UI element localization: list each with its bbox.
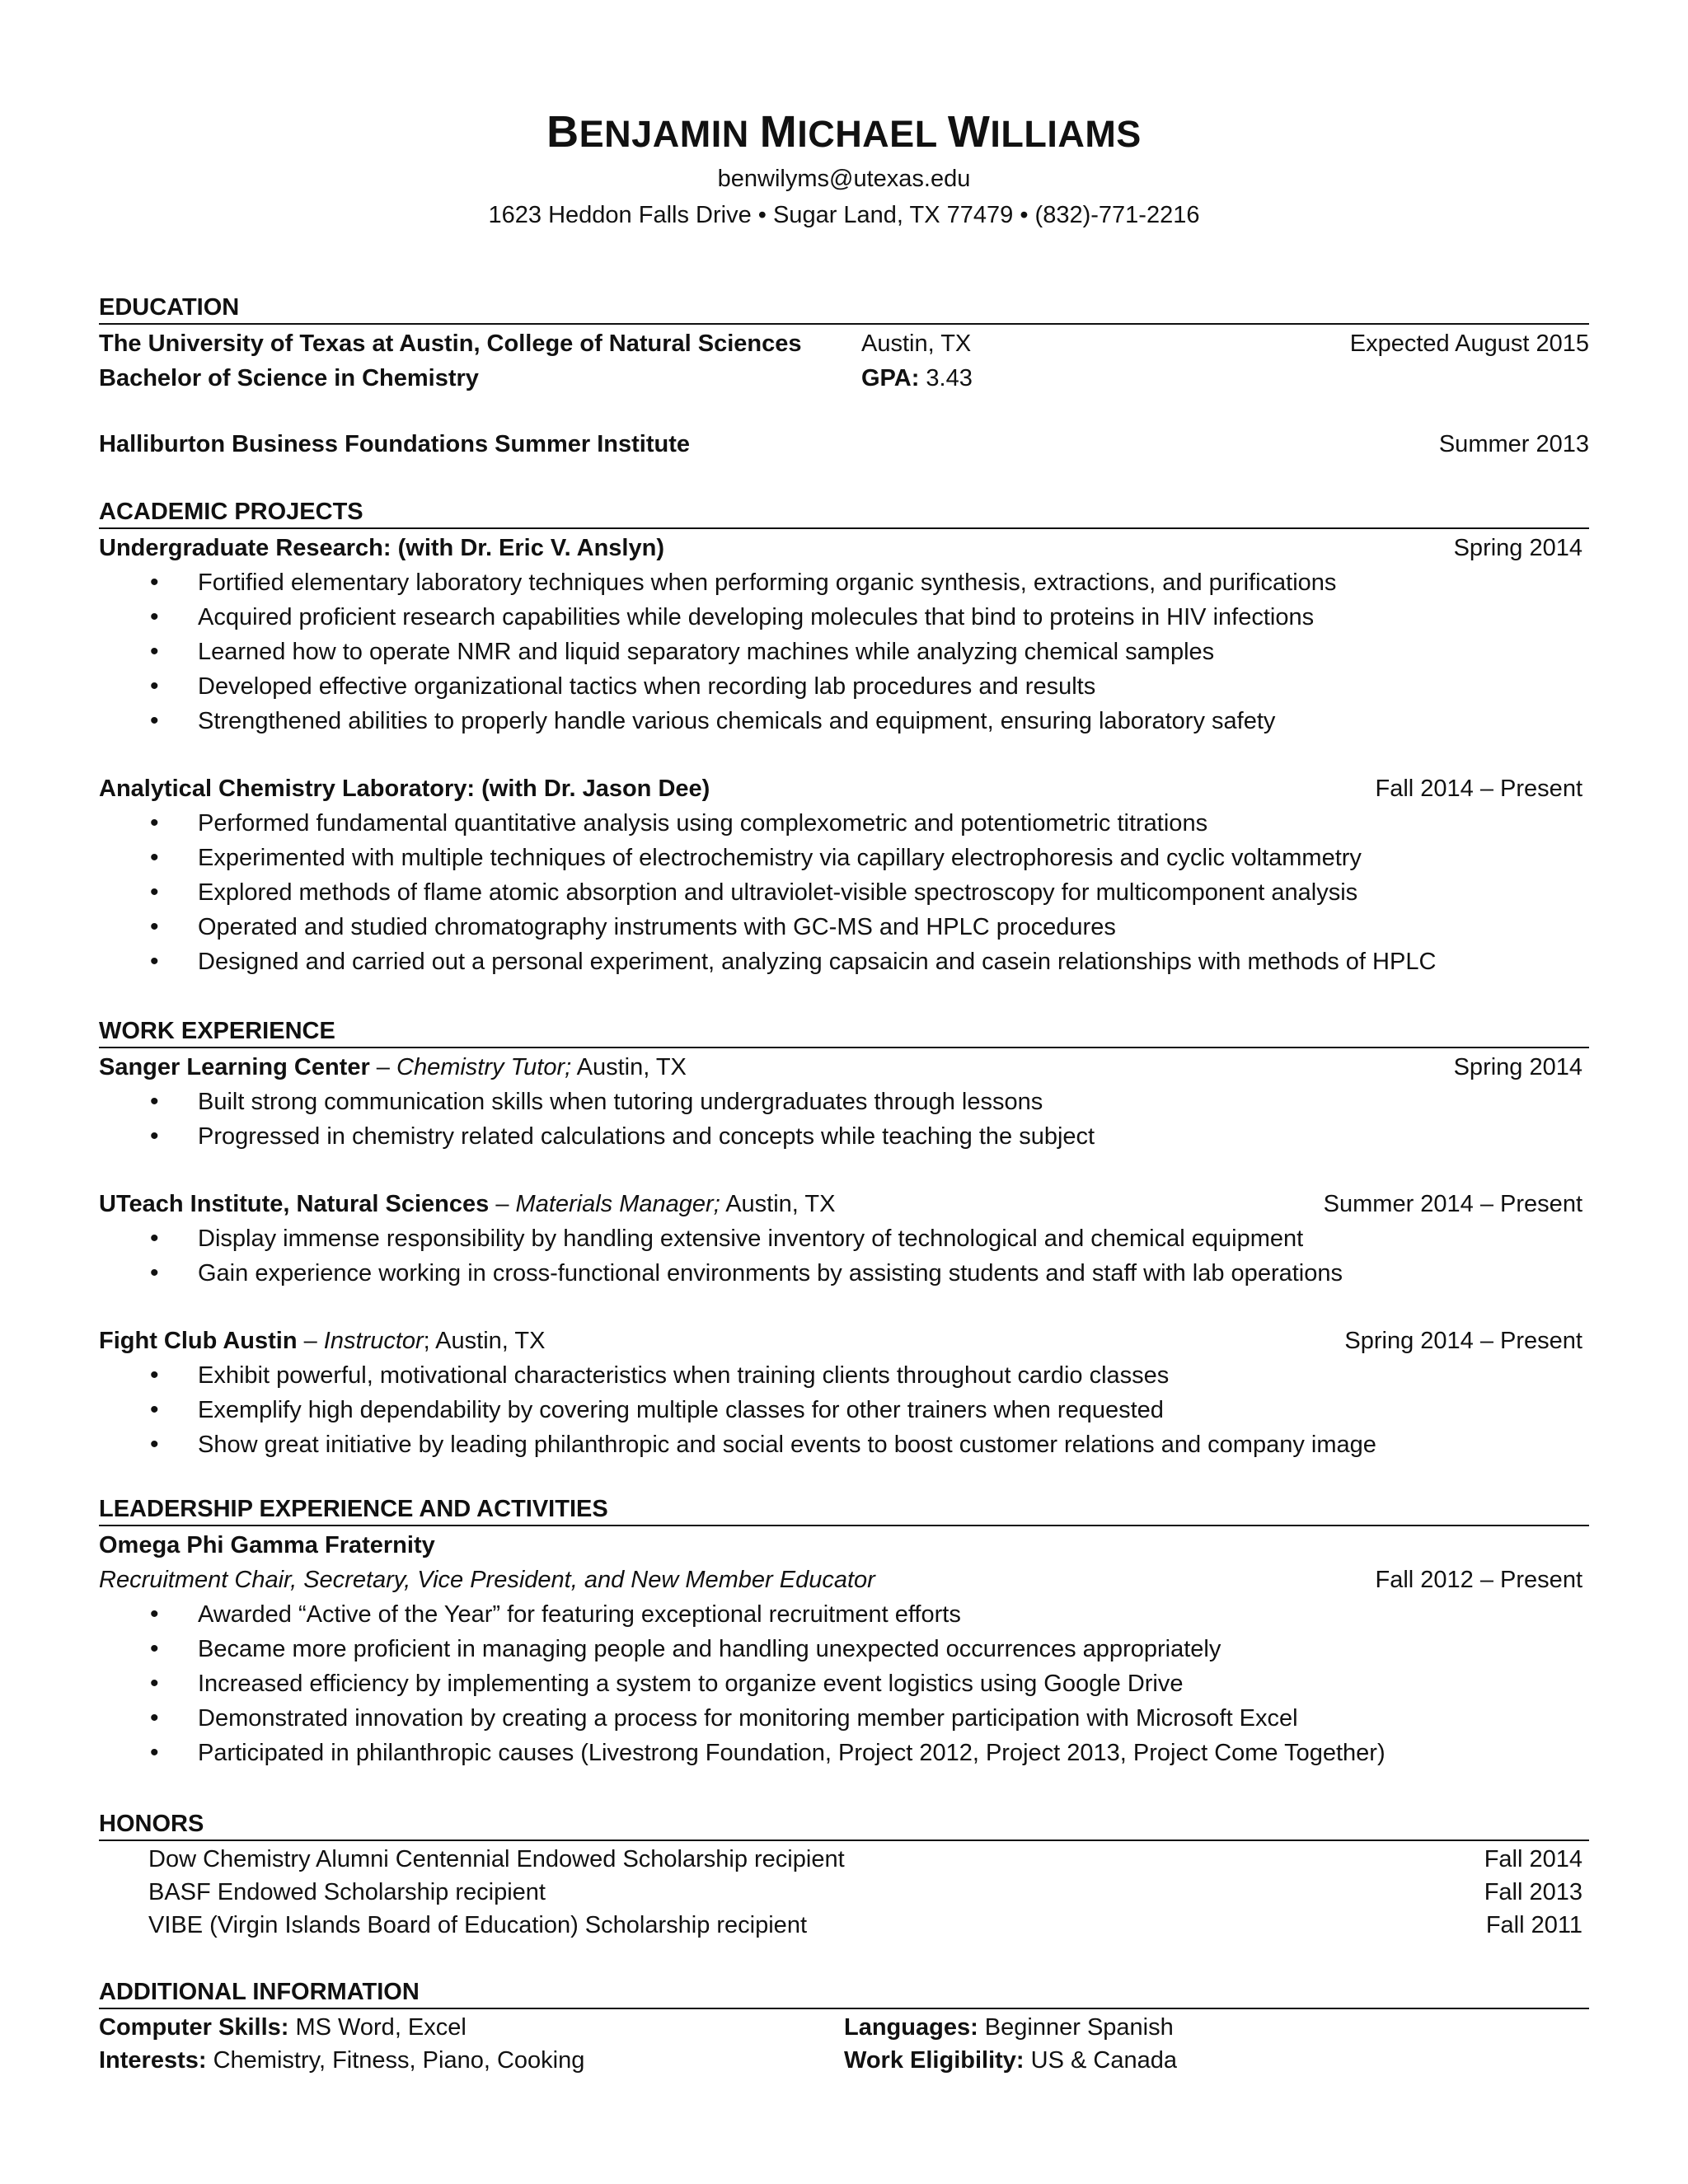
organization-name: Omega Phi Gamma Fraternity: [99, 1532, 435, 1558]
list-item: • Gain experience working in cross-functional environments by assisting students and staff with lab operations: [99, 1256, 1589, 1291]
project-item: [99, 771, 1589, 979]
project-heading: Undergraduate Research: (with Dr. Eric V. Anslyn): [99, 535, 664, 561]
list-item: • Exemplify high dependability by covering multiple classes for other trainers when requested: [99, 1393, 1589, 1427]
list-item: • Increased efficiency by implementing a system to organize event logistics using Google Drive: [99, 1666, 1589, 1701]
project-item: [99, 531, 1589, 738]
section-title: ADDITIONAL INFORMATION: [99, 1976, 1589, 2009]
interests: Interests: Chemistry, Fitness, Piano, Cooking: [99, 2047, 585, 2074]
bullet-list: [99, 565, 1589, 738]
additional-section: [99, 1976, 1589, 2077]
honor-date: Fall 2013: [1484, 1879, 1582, 1905]
list-item: • Became more proficient in managing people and handling unexpected occurrences appropriately: [99, 1632, 1589, 1666]
work-section: [99, 1015, 1589, 1462]
list-item: • Participated in philanthropic causes (Livestrong Foundation, Project 2012, Project 2013, Project Come Together): [99, 1736, 1589, 1770]
name-part: ILLIAMS: [990, 113, 1142, 155]
section-title: WORK EXPERIENCE: [99, 1015, 1589, 1048]
job-heading: Sanger Learning Center – Chemistry Tutor; Austin, TX: [99, 1054, 687, 1080]
honor-name: BASF Endowed Scholarship recipient: [148, 1879, 546, 1905]
list-item: • Learned how to operate NMR and liquid separatory machines while analyzing chemical samples: [99, 635, 1589, 669]
list-item: • Experimented with multiple techniques of electrochemistry via capillary electrophoresis and cyclic voltammetry: [99, 841, 1589, 875]
name-initial: B: [546, 107, 579, 157]
bullet-list: [99, 806, 1589, 979]
resume-page: [99, 0, 1589, 2074]
work-eligibility: Work Eligibility: US & Canada: [844, 2047, 1177, 2074]
job-item: [99, 1187, 1589, 1291]
job-item: [99, 1050, 1589, 1154]
section-title: LEADERSHIP EXPERIENCE AND ACTIVITIES: [99, 1493, 1589, 1526]
section-title: ACADEMIC PROJECTS: [99, 496, 1589, 529]
list-item: • Developed effective organizational tactics when recording lab procedures and results: [99, 669, 1589, 704]
school-name: The University of Texas at Austin, College of Natural Sciences: [99, 330, 802, 357]
project-date: Fall 2014 – Present: [1375, 776, 1582, 802]
institute-date: Summer 2013: [1438, 431, 1589, 457]
list-item: • Awarded “Active of the Year” for featuring exceptional recruitment efforts: [99, 1597, 1589, 1632]
honor-name: Dow Chemistry Alumni Centennial Endowed Scholarship recipient: [148, 1846, 845, 1872]
education-section: [99, 292, 1589, 462]
list-item: • Performed fundamental quantitative analysis using complexometric and potentiometric titrations: [99, 806, 1589, 841]
job-heading: Fight Club Austin – Instructor; Austin, TX: [99, 1328, 546, 1354]
honors-section: [99, 1808, 1589, 1942]
job-item: [99, 1324, 1589, 1462]
computer-skills: Computer Skills: MS Word, Excel: [99, 2014, 467, 2041]
job-date: Summer 2014 – Present: [1323, 1191, 1582, 1217]
bullet-list: [99, 1221, 1589, 1291]
leadership-roles: Recruitment Chair, Secretary, Vice President, and New Member Educator: [99, 1567, 875, 1593]
list-item: • Designed and carried out a personal experiment, analyzing capsaicin and casein relationships with methods of HPLC: [99, 944, 1589, 979]
list-item: • Exhibit powerful, motivational characteristics when training clients throughout cardio classes: [99, 1358, 1589, 1393]
candidate-name: [99, 105, 1589, 161]
list-item: • Strengthened abilities to properly handle various chemicals and equipment, ensuring laboratory safety: [99, 704, 1589, 738]
section-title: EDUCATION: [99, 292, 1589, 325]
leadership-date: Fall 2012 – Present: [1375, 1567, 1582, 1593]
job-heading: UTeach Institute, Natural Sciences – Materials Manager; Austin, TX: [99, 1191, 836, 1217]
bullet-list: [99, 1085, 1589, 1154]
name-part: ENJAMIN: [579, 113, 760, 155]
section-title: HONORS: [99, 1808, 1589, 1841]
projects-section: [99, 496, 1589, 979]
project-date: Spring 2014: [1453, 535, 1582, 561]
job-date: Spring 2014: [1453, 1054, 1582, 1080]
list-item: • Operated and studied chromatography instruments with GC-MS and HPLC procedures: [99, 910, 1589, 944]
list-item: • Fortified elementary laboratory techniques when performing organic synthesis, extractions, and purifications: [99, 565, 1589, 600]
name-initial: W: [947, 107, 991, 157]
job-date: Spring 2014 – Present: [1344, 1328, 1582, 1354]
gpa: GPA: 3.43: [861, 365, 973, 391]
honor-name: VIBE (Virgin Islands Board of Education) Scholarship recipient: [148, 1912, 808, 1938]
bullet-list: [99, 1597, 1589, 1770]
honor-row: [99, 1909, 1589, 1942]
list-item: • Show great initiative by leading philanthropic and social events to boost customer relations and company image: [99, 1427, 1589, 1462]
list-item: • Explored methods of flame atomic absorption and ultraviolet-visible spectroscopy for multicomponent analysis: [99, 875, 1589, 910]
name-initial: M: [759, 107, 798, 157]
email: benwilyms@utexas.edu: [717, 166, 971, 192]
leadership-section: [99, 1493, 1589, 1770]
name-part: ICHAEL: [797, 113, 948, 155]
list-item: • Display immense responsibility by handling extensive inventory of technological and chemical equipment: [99, 1221, 1589, 1256]
honor-row: [99, 1876, 1589, 1909]
languages: Languages: Beginner Spanish: [844, 2014, 1174, 2041]
degree: Bachelor of Science in Chemistry: [99, 365, 479, 391]
resume-header: [99, 105, 1589, 233]
list-item: • Demonstrated innovation by creating a process for monitoring member participation with Microsoft Excel: [99, 1701, 1589, 1736]
list-item: • Progressed in chemistry related calculations and concepts while teaching the subject: [99, 1119, 1589, 1154]
address-phone: 1623 Heddon Falls Drive • Sugar Land, TX 77479 • (832)-771-2216: [488, 202, 1200, 228]
honor-date: Fall 2014: [1484, 1846, 1582, 1872]
institute-name: Halliburton Business Foundations Summer Institute: [99, 431, 690, 457]
school-location: Austin, TX: [861, 330, 972, 357]
list-item: • Built strong communication skills when tutoring undergraduates through lessons: [99, 1085, 1589, 1119]
project-heading: Analytical Chemistry Laboratory: (with Dr. Jason Dee): [99, 776, 710, 802]
graduation-date: Expected August 2015: [1349, 330, 1589, 357]
honor-date: Fall 2011: [1485, 1912, 1582, 1938]
list-item: • Acquired proficient research capabilities while developing molecules that bind to proteins in HIV infections: [99, 600, 1589, 635]
honor-row: [99, 1843, 1589, 1876]
bullet-list: [99, 1358, 1589, 1462]
